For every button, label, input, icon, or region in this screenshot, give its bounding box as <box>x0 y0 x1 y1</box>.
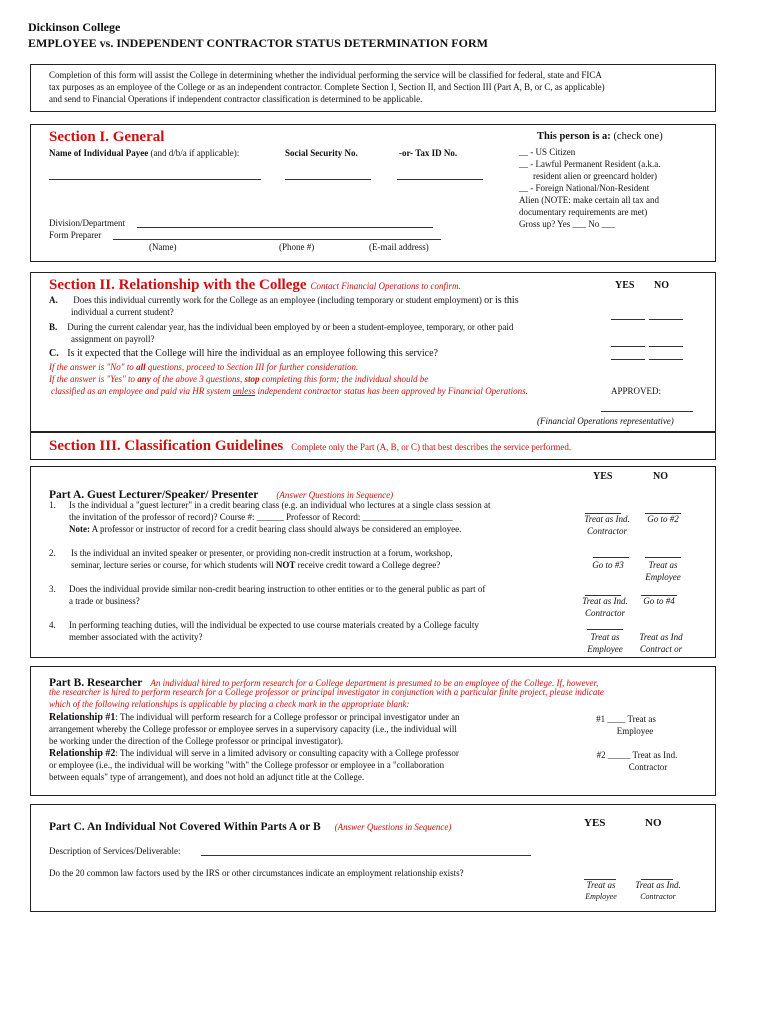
question-a-no-input[interactable] <box>649 309 683 320</box>
ssn-input[interactable] <box>285 169 371 180</box>
relationship-2-label: Relationship #2 <box>49 748 116 759</box>
tax-id-label: -or- Tax ID No. <box>399 148 458 158</box>
section-2-no-header: NO <box>654 280 669 291</box>
part-a-q2-no-input[interactable] <box>645 547 681 558</box>
relationship-2-result[interactable] <box>579 749 695 773</box>
note-yes-any <box>49 373 428 385</box>
part-a-q1-note-text: A professor or instructor of record for a credit bearing class should always be considered an employee. <box>91 524 462 534</box>
part-a-q1-note-label: Note: <box>69 524 90 534</box>
note-classified-text: classified as an employee and paid via HR system <box>51 386 231 396</box>
college-name: Dickinson College <box>28 20 121 34</box>
person-type-heading: This person is a: <box>537 131 611 142</box>
part-c-no-result <box>627 879 689 903</box>
part-a-q3-no-result: Go to #4 <box>643 596 675 606</box>
option-us-citizen[interactable]: __ - US Citizen <box>519 147 576 157</box>
intro-line: and send to Financial Operations if independent contractor classification is determined to be applicable. <box>49 94 423 104</box>
division-input[interactable] <box>137 217 433 228</box>
note-no-all-text: If the answer is "No" to <box>49 362 134 372</box>
note-yes-any-text: If the answer is "Yes" to <box>49 374 135 384</box>
question-c-yes-input[interactable] <box>611 349 645 360</box>
part-a-q1-line1: Is the individual a "guest lecturer" in a credit bearing class (e.g. an individual who lectures at a single class session at <box>69 500 491 510</box>
relationship-1-text: : The individual will perform research for a College professor or principal investigator under an <box>115 712 460 722</box>
relationship-2-line2: or employee (i.e., the individual will be working "with" the College professor or employee in a "collaboration <box>49 760 445 770</box>
part-a-q4-num: 4. <box>49 620 56 630</box>
question-a-line2: individual a current student? <box>71 307 174 317</box>
relationship-2-line3: between equals" type of arrangement), and does not hold an adjunct title at the College. <box>49 772 365 782</box>
part-a-q2-no-result-l2: Employee <box>645 572 681 582</box>
payee-name-input[interactable] <box>49 169 261 180</box>
person-type-hint: (check one) <box>613 131 663 142</box>
part-c-yes-header: YES <box>584 817 606 829</box>
relationship-1-result-l2: Employee <box>616 726 654 736</box>
note-no-all-emph: all <box>136 362 146 372</box>
part-a-yes-header: YES <box>593 471 613 482</box>
part-a-q3-num: 3. <box>49 584 56 594</box>
part-b-box <box>30 666 716 796</box>
payee-label-row <box>49 147 239 159</box>
question-c-no-input[interactable] <box>649 349 683 360</box>
relationship-1-line2: arrangement whereby the College professor or employee serves in a supervisory capacity (i.e., the individual will <box>49 724 457 734</box>
part-c-title: Part C. An Individual Not Covered Within Parts A or B <box>49 821 321 833</box>
part-a-q1-yes-result <box>573 513 641 537</box>
part-a-q4-no-result-l1: Treat as Ind <box>639 632 683 642</box>
question-b-no-input[interactable] <box>649 336 683 347</box>
part-a-q1-yes-result-l2: Contractor <box>586 526 627 536</box>
payee-label: Name of Individual Payee <box>49 148 149 158</box>
note-yes-any-text-c: completing this form; the individual should be <box>261 374 429 384</box>
part-a-q1-note <box>69 523 461 535</box>
tax-id-input[interactable] <box>397 169 483 180</box>
section-2-box <box>30 272 716 432</box>
part-a-q3-line2: a trade or business? <box>69 596 140 606</box>
part-a-q1-num: 1. <box>49 500 56 510</box>
note-unless: unless <box>232 386 256 396</box>
option-permanent-resident[interactable]: __ - Lawful Permanent Resident (a.k.a. <box>519 159 661 169</box>
section-1-box <box>30 124 716 262</box>
part-a-q1-yes-result-l1: Treat as Ind. <box>584 514 630 524</box>
part-a-hint: (Answer Questions in Sequence) <box>276 490 394 500</box>
relationship-1-line3: be working under the direction of the College professor or principal investigator). <box>49 736 343 746</box>
part-c-hint: (Answer Questions in Sequence) <box>334 822 452 832</box>
relationship-2-text: : The individual will serve in a limited advisory or consulting capacity with a College professor <box>115 748 459 758</box>
question-b-text: During the current calendar year, has the individual been employed by or been a student-employee, temporary, or other paid <box>67 322 514 332</box>
part-a-q2-line2 <box>71 559 440 571</box>
part-a-q3-yes-result-l1: Treat as Ind. <box>582 596 628 606</box>
section-3-subtitle: Complete only the Part (A, B, or C) that best describes the service performed. <box>291 442 572 452</box>
question-a-yes-input[interactable] <box>611 309 645 320</box>
intro-line: Completion of this form will assist the College in determining whether the individual performing the service will be classified for federal, state and FICA <box>49 70 602 80</box>
note-stop-emph: stop <box>244 374 260 384</box>
approver-signature-input[interactable] <box>601 401 693 412</box>
part-a-q2-yes-input[interactable] <box>593 547 629 558</box>
question-b-yes-input[interactable] <box>611 336 645 347</box>
part-a-q3-line1: Does the individual provide similar non-credit bearing instruction to other entities or to the general public as part of <box>69 584 486 594</box>
section-2-title: Section II. Relationship with the College <box>49 277 307 293</box>
part-a-q4-line1: In performing teaching duties, will the individual be expected to use course materials created by a College faculty <box>69 620 479 630</box>
part-a-q3-yes-result-l2: Contractor <box>584 608 625 618</box>
person-type-heading-row <box>537 131 663 142</box>
part-a-q4-no-result-l2: Contract or <box>639 644 683 654</box>
part-a-q1-no-result: Go to #2 <box>647 514 679 524</box>
section-3-title: Section III. Classification Guidelines <box>49 438 284 454</box>
preparer-input[interactable] <box>113 229 441 240</box>
question-c-text: Is it expected that the College will hire the individual as an employee following this service? <box>67 348 438 359</box>
part-a-q4-no-result <box>629 631 693 655</box>
approved-label: APPROVED: <box>611 386 662 396</box>
intro-line: tax purposes as an employee of the College or as an independent contractor. Complete Section I, Section II, and Section III (Part A, B, or C, as applicable) <box>49 82 605 92</box>
note-classified-text-cont: independent contractor status has been approved by Financial Operations. <box>257 386 528 396</box>
payee-hint: (and d/b/a if applicable): <box>150 148 240 158</box>
part-a-q2-no-result <box>635 559 691 583</box>
ssn-label: Social Security No. <box>285 148 358 158</box>
part-c-yes-result <box>573 879 629 903</box>
part-a-q2-no-result-l1: Treat as <box>648 560 678 570</box>
relationship-1-label: Relationship #1 <box>49 712 116 723</box>
part-b-intro-line2: the researcher is hired to perform research for a College professor or principal investigator in conjunction with a particular finite project, please indicate <box>49 687 604 697</box>
part-a-box <box>30 466 716 658</box>
note-classified <box>51 385 528 397</box>
phone-caption: (Phone #) <box>279 242 315 252</box>
relationship-2-result-l1: #2 _____ Treat as Ind. <box>596 750 678 760</box>
services-input[interactable] <box>201 845 531 856</box>
part-a-q1-line2: the invitation of the professor of record)? Course #: ______ Professor of Record: ____________________ <box>69 512 453 522</box>
section-3-header-box <box>30 432 716 460</box>
preparer-label: Form Preparer <box>49 230 102 240</box>
note-yes-any-emph: any <box>137 374 151 384</box>
note-no-all <box>49 361 358 373</box>
intro-box <box>30 64 716 112</box>
relationship-2-result-l2: Contractor <box>628 762 668 772</box>
gross-up-question[interactable]: Gross up? Yes ___ No ___ <box>519 219 616 229</box>
part-a-q2-line1: Is the individual an invited speaker or presenter, or providing non-credit instruction at a forum, workshop, <box>71 548 453 558</box>
relationship-1-result[interactable] <box>571 713 681 737</box>
question-b-label: B. <box>49 322 58 332</box>
note-yes-any-text-b: of the above 3 questions, <box>152 374 243 384</box>
part-a-title: Part A. Guest Lecturer/Speaker/ Presenter <box>49 489 259 501</box>
part-b-intro-line3: which of the following relationships is applicable by placing a check mark in the appropriate blank: <box>49 699 410 709</box>
fin-rep-caption: (Financial Operations representative) <box>537 416 674 426</box>
person-type-options <box>519 146 709 230</box>
division-label: Division/Department <box>49 218 125 228</box>
option-foreign-national-cont: Alien (NOTE: make certain all tax and <box>519 195 659 205</box>
question-c-label: C. <box>49 348 59 359</box>
option-foreign-national[interactable]: __ - Foreign National/Non-Resident <box>519 183 650 193</box>
part-c-question: Do the 20 common law factors used by the IRS or other circumstances indicate an employment relationship exists? <box>49 868 464 878</box>
part-c-no-result-l1: Treat as Ind. <box>635 880 681 890</box>
part-b-title: Part B. Researcher <box>49 677 143 689</box>
section-2-subtitle: Contact Financial Operations to confirm. <box>310 281 461 291</box>
section-1-title: Section I. General <box>49 129 165 145</box>
part-a-no-header: NO <box>653 471 668 482</box>
part-c-yes-result-l1: Treat as <box>586 880 616 890</box>
part-a-q3-yes-result <box>571 595 639 619</box>
part-c-title-row <box>49 817 451 835</box>
form-title: EMPLOYEE vs. INDEPENDENT CONTRACTOR STATUS DETERMINATION FORM <box>28 36 488 50</box>
part-c-no-result-l2: Contractor <box>640 892 676 901</box>
part-a-q2-line2-text-cont: receive credit toward a College degree? <box>297 560 441 570</box>
email-caption: (E-mail address) <box>369 242 429 252</box>
note-no-all-text-cont: questions, proceed to Section III for further consideration. <box>147 362 359 372</box>
part-a-q2-line2-text: seminar, lecture series or course, for which students will <box>71 560 274 570</box>
question-b-line2: assignment on payroll? <box>71 334 155 344</box>
part-a-q4-yes-input[interactable] <box>587 619 623 630</box>
question-b <box>49 321 513 333</box>
question-a-text: Does this individual currently work for the College as an employee (including temporary or student employment) <box>73 295 482 305</box>
question-a-text-cont: or is this <box>484 295 519 306</box>
question-c <box>49 347 438 360</box>
option-permanent-resident-cont: resident alien or greencard holder) <box>533 171 657 181</box>
question-a-label: A. <box>49 295 58 305</box>
relationship-1-result-l1: #1 ____ Treat as <box>596 714 656 724</box>
part-b-intro-line1: An individual hired to perform research for a College department is presumed to be an employee of the College. If, however, <box>150 678 599 688</box>
section-2-yes-header: YES <box>615 280 635 291</box>
section-2-title-row <box>49 276 461 294</box>
part-c-no-header: NO <box>645 817 662 829</box>
option-foreign-national-note: documentary requirements are met) <box>519 207 648 217</box>
part-a-q2-num: 2. <box>49 548 56 558</box>
name-caption: (Name) <box>149 242 177 252</box>
part-a-q2-not: NOT <box>275 560 296 570</box>
section-3-title-row <box>49 437 571 455</box>
part-c-box <box>30 804 716 912</box>
part-a-q4-yes-result-l1: Treat as <box>590 632 620 642</box>
part-a-q4-yes-result-l2: Employee <box>587 644 623 654</box>
part-a-q4-line2: member associated with the activity? <box>69 632 203 642</box>
part-c-yes-result-l2: Employee <box>585 892 617 901</box>
part-a-q2-yes-result: Go to #3 <box>592 560 624 570</box>
services-label: Description of Services/Deliverable: <box>49 846 181 856</box>
